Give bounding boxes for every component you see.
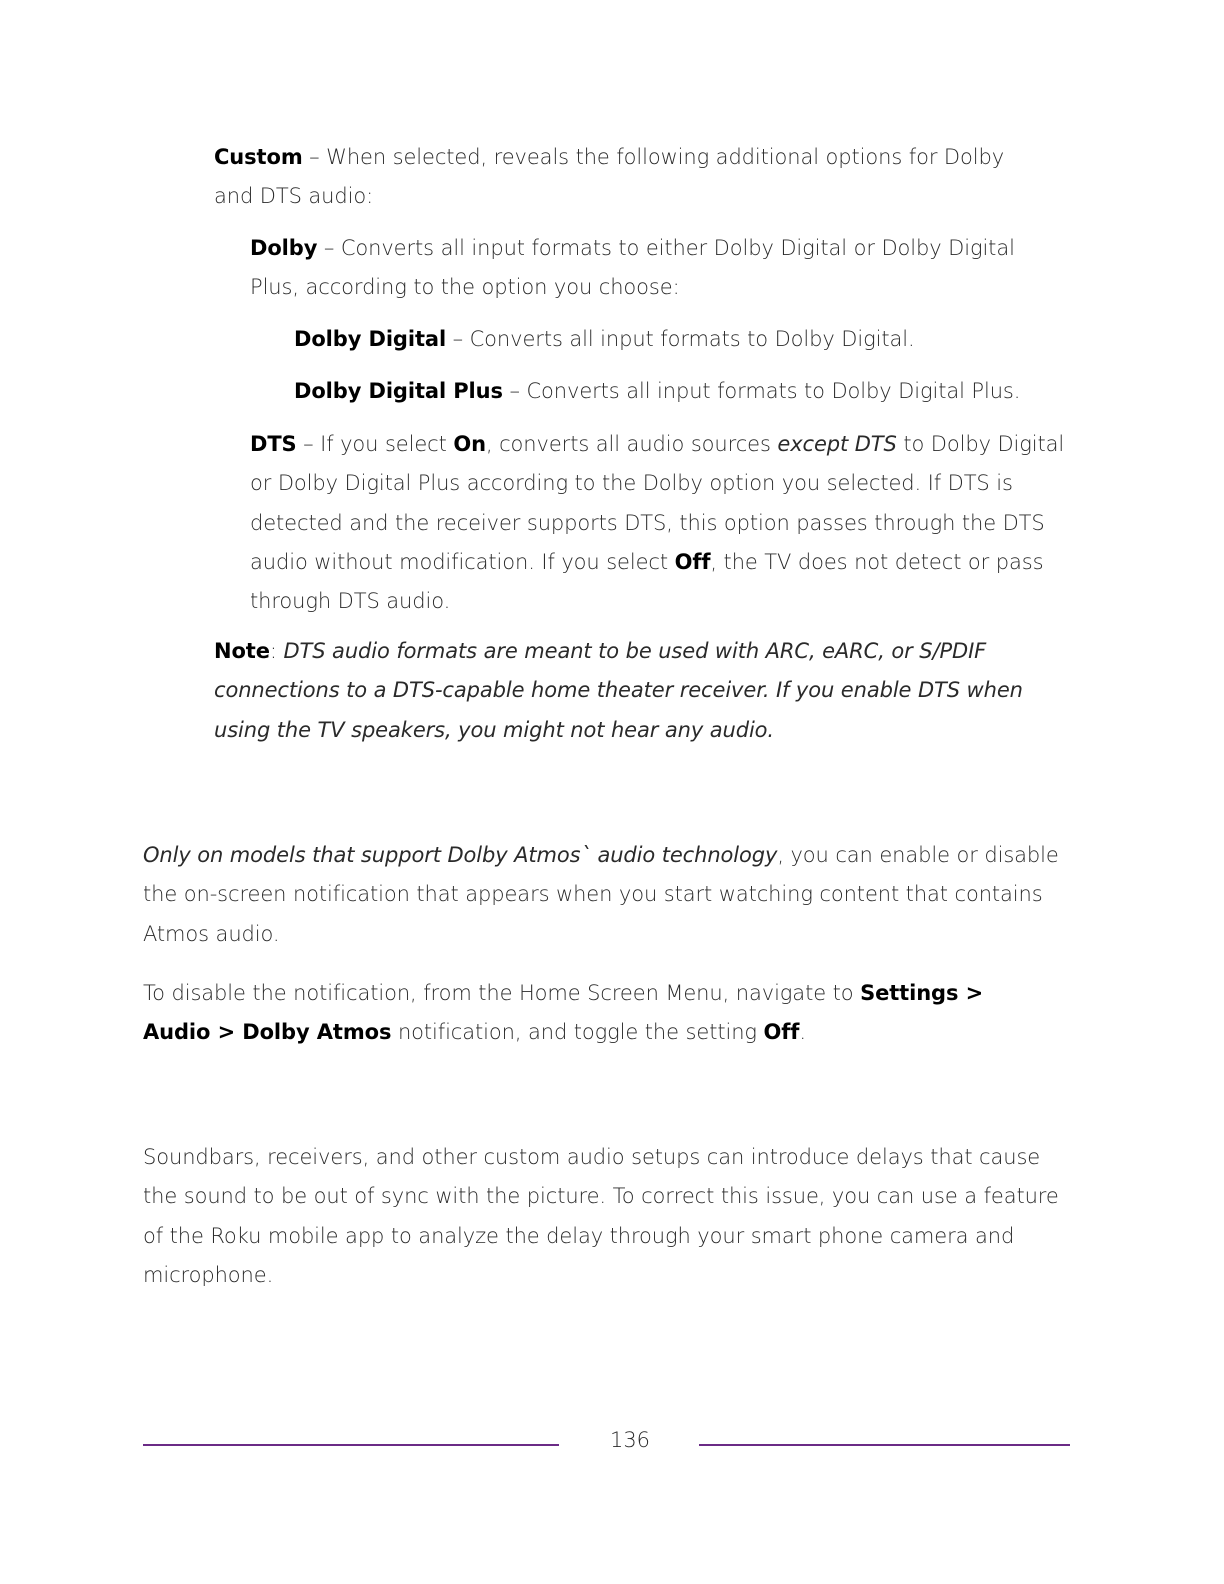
disable-text-3: .	[799, 1020, 806, 1045]
custom-term: Custom	[214, 145, 303, 169]
disable-text-1: To disable the notification, from the Home Screen Menu, navigate to	[143, 981, 861, 1005]
atmos-italic-text: Only on models that support Dolby Atmos` audio technology	[143, 843, 778, 867]
disable-notification-paragraph	[143, 974, 1003, 1053]
dts-text-1: – If you select	[296, 432, 454, 456]
dolby-digital-plus-term: Dolby Digital Plus	[294, 379, 503, 403]
atmos-text: , you can enable or disable the on-screen notification that appears when you start watching content that contains Atmos audio.	[143, 843, 1059, 946]
dolby-digital-paragraph	[294, 320, 1094, 359]
atmos-paragraph	[143, 836, 1073, 954]
disable-text-2: notification, and toggle the setting	[391, 1020, 764, 1045]
custom-option-paragraph	[214, 138, 1044, 217]
dts-option-paragraph	[250, 425, 1065, 621]
settings-path: Settings > Audio > Dolby Atmos	[143, 981, 984, 1045]
note-paragraph	[214, 632, 1064, 750]
soundbars-paragraph	[143, 1138, 1078, 1295]
dolby-option-paragraph	[250, 229, 1060, 308]
dolby-description: – Converts all input formats to either Dolby Digital or Dolby Digital Plus, according to the option you choose:	[250, 236, 1015, 300]
soundbars-text: Soundbars, receivers, and other custom audio setups can introduce delays that cause the sound to be out of sync with the picture. To correct this issue, you can use a feature of the Roku mobile app to analyze the delay through your smart phone camera and microphone.	[143, 1145, 1059, 1287]
note-separator: :	[269, 639, 284, 663]
disable-off-term: Off	[763, 1020, 800, 1045]
dolby-digital-plus-paragraph	[294, 372, 1094, 411]
dts-term: DTS	[250, 432, 297, 456]
dolby-digital-description: – Converts all input formats to Dolby Digital.	[446, 327, 915, 351]
note-term: Note	[214, 639, 270, 663]
note-text: DTS audio formats are meant to be used with ARC, eARC, or S/PDIF connections to a DTS-capable home theater receiver. If you enable DTS when using the TV speakers, you might not hear any audio.	[214, 639, 1023, 742]
custom-description: – When selected, reveals the following additional options for Dolby and DTS audio:	[214, 145, 1005, 209]
footer-line-left	[143, 1444, 559, 1446]
dts-except-text: except DTS	[777, 432, 897, 456]
dts-text-3: to Dolby Digital or Dolby Digital Plus according to the Dolby option you selected. If DTS is detected and the receiver supports DTS, this option passes through the DTS audio without modification. If you select	[250, 432, 1065, 574]
dts-on-term: On	[453, 432, 486, 456]
dts-off-term: Off	[674, 549, 711, 574]
dolby-digital-plus-description: – Converts all input formats to Dolby Digital Plus.	[502, 379, 1021, 403]
dolby-term: Dolby	[250, 236, 318, 260]
footer-line-right	[699, 1444, 1070, 1446]
page-number: 136	[609, 1428, 651, 1452]
dolby-digital-term: Dolby Digital	[294, 327, 447, 351]
dts-text-4: , the TV does not detect or pass through DTS audio.	[250, 549, 1044, 614]
dts-text-2: , converts all audio sources	[485, 432, 778, 456]
